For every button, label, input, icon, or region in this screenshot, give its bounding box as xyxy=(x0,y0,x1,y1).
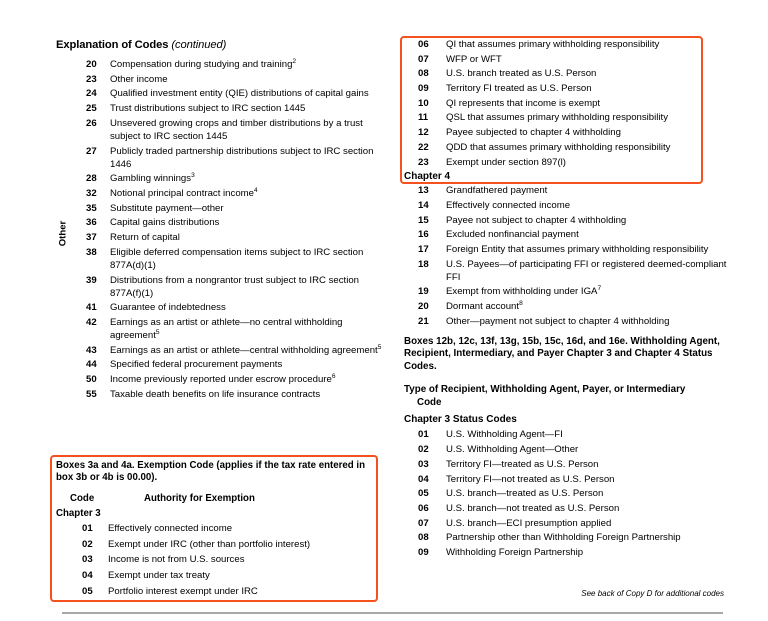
code-row xyxy=(404,487,734,500)
exemption-code-title: Boxes 3a and 4a. Exemption Code (applies if the tax rate entered in box 3b or 4b is 00.00). xyxy=(56,460,366,484)
code-description: Territory FI—treated as U.S. Person xyxy=(446,458,599,470)
code-number: 03 xyxy=(82,554,93,566)
type-of-recipient-heading: Type of Recipient, Withholding Agent, Payer, or Intermediary xyxy=(404,383,686,395)
code-description: Income is not from U.S. sources xyxy=(108,554,245,566)
footnote-marker: 5 xyxy=(377,343,382,351)
code-row xyxy=(56,522,372,535)
code-row xyxy=(404,443,734,456)
code-row xyxy=(56,145,386,171)
code-number: 03 xyxy=(418,458,429,470)
code-row xyxy=(56,301,386,314)
code-number: 28 xyxy=(86,173,97,185)
code-number: 15 xyxy=(418,214,429,226)
code-number: 12 xyxy=(418,127,429,139)
code-row xyxy=(56,117,386,143)
code-description: Return of capital xyxy=(110,232,180,244)
code-row xyxy=(56,553,372,566)
code-row xyxy=(56,316,386,342)
code-row xyxy=(56,585,372,598)
code-number: 01 xyxy=(418,429,429,441)
code-row xyxy=(56,246,386,272)
code-description: Grandfathered payment xyxy=(446,185,548,197)
code-row xyxy=(404,126,734,139)
code-description: Specified federal procurement payments xyxy=(110,359,283,371)
code-number: 43 xyxy=(86,344,97,356)
code-description: Exempt under section 897(l) xyxy=(446,156,566,168)
exemption-column-headers xyxy=(56,492,372,505)
code-description: Capital gains distributions xyxy=(110,217,220,229)
code-description: Notional principal contract income$^4$ xyxy=(110,186,258,199)
exemption-code-list xyxy=(56,522,372,598)
code-description: Foreign Entity that assumes primary withholding responsibility xyxy=(446,243,709,255)
code-description: Excluded nonfinancial payment xyxy=(446,229,579,241)
code-row xyxy=(56,358,386,371)
code-number: 23 xyxy=(86,73,97,85)
code-row xyxy=(404,546,734,559)
code-description: WFP or WFT xyxy=(446,53,502,65)
exemption-header-code: Code xyxy=(70,492,95,504)
code-description: Qualified investment entity (QIE) distributions of capital gains xyxy=(110,88,369,100)
code-row xyxy=(404,156,734,169)
code-number: 11 xyxy=(418,112,429,124)
code-number: 01 xyxy=(82,522,93,534)
code-number: 24 xyxy=(86,88,97,100)
code-row xyxy=(404,458,734,471)
code-number: 05 xyxy=(418,488,429,500)
code-row xyxy=(56,172,386,185)
code-number: 09 xyxy=(418,546,429,558)
code-number: 20 xyxy=(418,301,429,313)
category-label-other: Other xyxy=(57,220,69,247)
code-description: Earnings as an artist or athlete—central withholding agreement$^5$ xyxy=(110,343,382,356)
exemption-code-block xyxy=(56,460,372,600)
code-row xyxy=(404,473,734,486)
code-row xyxy=(56,87,386,100)
code-description: QDD that assumes primary withholding responsibility xyxy=(446,141,671,153)
exemption-header-authority: Authority for Exemption xyxy=(144,492,255,504)
code-row xyxy=(56,202,386,215)
code-number: 17 xyxy=(418,243,429,255)
code-description: Payee subjected to chapter 4 withholding xyxy=(446,127,621,139)
code-row xyxy=(404,82,734,95)
code-description: Substitute payment—other xyxy=(110,202,224,214)
code-description: Publicly traded partnership distributions subject to IRC section 1446 xyxy=(110,145,374,170)
code-number: 20 xyxy=(86,59,97,70)
code-description: Earnings as an artist or athlete—no central withholding agreement$^5$ xyxy=(110,317,343,342)
code-row xyxy=(56,569,372,582)
code-number: 23 xyxy=(418,156,429,168)
code-number: 41 xyxy=(86,302,97,314)
code-description: U.S. branch—not treated as U.S. Person xyxy=(446,502,620,514)
code-row xyxy=(404,53,734,66)
footnote-marker: 4 xyxy=(253,186,258,194)
code-number: 55 xyxy=(86,388,97,400)
code-number: 39 xyxy=(86,274,97,286)
code-number: 16 xyxy=(418,229,429,241)
code-description: Guarantee of indebtedness xyxy=(110,302,226,314)
code-row xyxy=(404,228,734,241)
code-description: U.S. Withholding Agent—FI xyxy=(446,429,563,441)
code-description: Taxable death benefits on life insurance contracts xyxy=(110,388,321,400)
code-row xyxy=(404,315,734,328)
chapter3-status-heading: Chapter 3 Status Codes xyxy=(404,414,517,426)
code-number: 08 xyxy=(418,68,429,80)
code-description: U.S. branch—ECI presumption applied xyxy=(446,517,612,529)
code-row xyxy=(404,285,734,298)
code-description: Effectively connected income xyxy=(446,199,571,211)
code-row xyxy=(404,214,734,227)
code-number: 44 xyxy=(86,359,97,371)
code-description: QI that assumes primary withholding responsibility xyxy=(446,39,660,50)
footnote-marker: 2 xyxy=(292,57,297,65)
footnote-marker: 7 xyxy=(597,285,602,293)
code-row xyxy=(404,38,734,51)
code-row xyxy=(404,141,734,154)
code-number: 22 xyxy=(418,141,429,153)
footer-divider xyxy=(62,612,723,614)
code-number: 25 xyxy=(86,103,97,115)
page-title-text: Explanation of Codes xyxy=(56,39,169,51)
code-description: Trust distributions subject to IRC section 1445 xyxy=(110,103,306,115)
code-row xyxy=(404,531,734,544)
page-title-continued: (continued) xyxy=(171,39,227,51)
code-number: 18 xyxy=(418,258,429,270)
code-number: 09 xyxy=(418,83,429,95)
code-number: 02 xyxy=(82,538,93,550)
code-number: 10 xyxy=(418,97,429,109)
code-number: 07 xyxy=(418,53,429,65)
code-number: 06 xyxy=(418,502,429,514)
chapter4-heading: Chapter 4 xyxy=(404,171,451,183)
code-description: Payee not subject to chapter 4 withholding xyxy=(446,214,627,226)
code-number: 37 xyxy=(86,232,97,244)
code-number: 13 xyxy=(418,185,429,197)
status-codes-intro: Boxes 12b, 12c, 13f, 13g, 15b, 15c, 16d, and 16e. Withholding Agent, Recipient, Intermediary, and Payer Chapter 3 and Chapter 4 Status Codes. xyxy=(404,335,720,373)
code-row xyxy=(56,216,386,229)
code-description: Effectively connected income xyxy=(108,522,233,534)
chapter3-exemption-code-list xyxy=(404,38,734,169)
code-number: 35 xyxy=(86,202,97,214)
code-row xyxy=(56,538,372,551)
code-description: Gambling winnings$^3$ xyxy=(110,172,195,185)
code-row xyxy=(404,502,734,515)
code-description: QSL that assumes primary withholding responsibility xyxy=(446,112,668,124)
code-number: 07 xyxy=(418,517,429,529)
code-description: Exempt from withholding under IGA$^7$ xyxy=(446,285,602,298)
code-row xyxy=(404,199,734,212)
code-description: U.S. Payees—of participating FFI or registered deemed-compliant FFI xyxy=(446,258,727,283)
code-number: 19 xyxy=(418,286,429,298)
code-row xyxy=(56,344,386,357)
chapter4-code-list xyxy=(404,184,734,328)
code-description: Distributions from a nongrantor trust subject to IRC section 877A(f)(1) xyxy=(110,274,360,299)
code-description: Territory FI treated as U.S. Person xyxy=(446,83,592,95)
code-description: Territory FI—not treated as U.S. Person xyxy=(446,473,615,485)
code-number: 50 xyxy=(86,374,97,386)
code-number: 04 xyxy=(418,473,429,485)
footnote-marker: 8 xyxy=(519,299,523,307)
code-number: 14 xyxy=(418,199,429,211)
code-description: Dormant account$^8$ xyxy=(446,299,523,313)
code-description: Withholding Foreign Partnership xyxy=(446,546,584,558)
code-row xyxy=(56,373,386,386)
code-row xyxy=(56,231,386,244)
code-row xyxy=(404,67,734,80)
code-number: 21 xyxy=(418,315,429,327)
code-description: U.S. Withholding Agent—Other xyxy=(446,444,579,456)
code-row xyxy=(56,388,386,401)
code-number: 02 xyxy=(418,444,429,456)
code-number: 26 xyxy=(86,117,97,129)
code-number: 38 xyxy=(86,246,97,258)
right-column xyxy=(404,38,734,561)
chapter3-status-code-list xyxy=(404,428,734,559)
code-description: Eligible deferred compensation items subject to IRC section 877A(d)(1) xyxy=(110,246,364,271)
code-number: 05 xyxy=(82,585,93,597)
code-row xyxy=(404,428,734,441)
code-description: Exempt under tax treaty xyxy=(108,569,210,581)
code-description: Other income xyxy=(110,73,168,85)
footnote-marker: 6 xyxy=(331,372,336,380)
income-code-list xyxy=(56,58,386,401)
code-description: Income previously reported under escrow procedure$^6$ xyxy=(110,372,336,386)
code-number: 32 xyxy=(86,188,97,199)
code-description: Compensation during studying and training$^2$ xyxy=(110,57,297,70)
footnote-marker: 5 xyxy=(155,328,160,336)
code-description: U.S. branch treated as U.S. Person xyxy=(446,68,597,80)
code-description: Unsevered growing crops and timber distributions by a trust subject to IRC section 1445 xyxy=(110,117,363,142)
code-description: Partnership other than Withholding Foreign Partnership xyxy=(446,532,681,544)
code-number: 36 xyxy=(86,217,97,229)
left-column xyxy=(56,38,386,403)
code-row xyxy=(56,102,386,115)
footer-note: See back of Copy D for additional codes xyxy=(581,589,724,598)
exemption-chapter-label: Chapter 3 xyxy=(56,507,101,519)
code-number: 27 xyxy=(86,145,97,157)
code-number: 08 xyxy=(418,532,429,544)
code-number: 06 xyxy=(418,39,429,50)
code-row xyxy=(404,243,734,256)
code-description: U.S. branch—treated as U.S. Person xyxy=(446,488,604,500)
code-row xyxy=(56,58,386,71)
code-row xyxy=(404,517,734,530)
code-row xyxy=(404,97,734,110)
code-row xyxy=(56,187,386,200)
code-description: QI represents that income is exempt xyxy=(446,97,601,109)
code-description: Other—payment not subject to chapter 4 withholding xyxy=(446,315,670,327)
code-row xyxy=(404,111,734,124)
page-title xyxy=(56,38,386,52)
code-number: 04 xyxy=(82,569,93,581)
code-row xyxy=(404,258,734,284)
code-row xyxy=(56,274,386,300)
code-row xyxy=(404,300,734,313)
code-description: Exempt under IRC (other than portfolio interest) xyxy=(108,538,311,550)
code-description: Portfolio interest exempt under IRC xyxy=(108,585,258,597)
code-row xyxy=(404,184,734,197)
code-number: 42 xyxy=(86,317,97,328)
code-row xyxy=(56,73,386,86)
code-column-label: Code xyxy=(417,397,442,409)
footnote-marker: 3 xyxy=(191,172,195,180)
